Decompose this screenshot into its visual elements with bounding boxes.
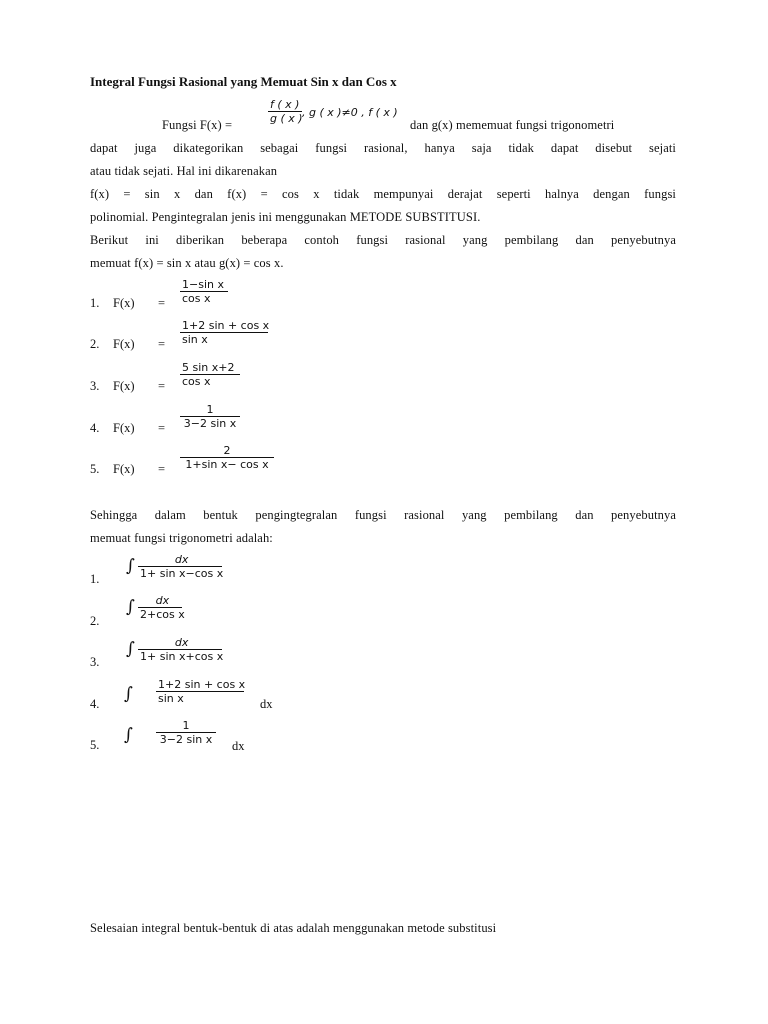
integral-number: 3. [90,655,100,669]
example-fraction [180,361,240,388]
integral-denominator: sin x [158,692,184,705]
intro-line-4: f(x) = sin x dan f(x) = cos x tidak mempunyai derajat seperti halnya dengan fungsi [90,187,676,201]
intro-after: dan g(x) mememuat fungsi trigonometri [410,118,615,132]
integral-fraction [156,678,247,705]
example-equals: = [158,462,166,476]
example-numerator: 1 [206,403,214,416]
integral-fraction [138,594,187,621]
example-equals: = [158,296,166,310]
example-number: 3. [90,379,100,393]
intro-fraction-denominator: g ( x ) [270,112,303,125]
integral-numerator: 1 [182,719,190,732]
integral-denominator: 2+cos x [140,608,185,621]
integral-fraction [138,553,225,580]
example-numerator: 5 sin x+2 [182,361,235,374]
example-equals: = [158,337,166,351]
example-label: F(x) [113,421,135,435]
intro-line-2: dapat juga dikategorikan sebagai fungsi rasional, hanya saja tidak dapat disebut sejati [90,141,676,155]
example-denominator: sin x [182,333,208,346]
integral-number: 5. [90,738,100,752]
example-numerator: 2 [223,444,231,457]
integral-numerator: dx [155,594,170,607]
integral-dx-suffix: dx [232,739,245,753]
closing-text: Selesaian integral bentuk-bentuk di atas adalah menggunakan metode substitusi [90,921,497,935]
intro-line-3: atau tidak sejati. Hal ini dikarenakan [90,164,278,178]
integral-numerator: dx [174,636,189,649]
integral-denominator: 1+ sin x−cos x [140,567,224,580]
intro-condition: , g ( x )≠0 , f ( x ) [302,106,398,119]
integral-number: 4. [90,697,100,711]
intro-fraction [268,98,305,125]
example-number: 2. [90,337,100,351]
integral-numerator: 1+2 sin + cos x [158,678,246,691]
integral-sign-icon: ∫ [124,725,133,745]
integral-sign-icon: ∫ [124,684,133,704]
integral-sign-icon: ∫ [126,556,135,576]
example-fraction [180,319,271,346]
example-label: F(x) [113,379,135,393]
integral-number: 2. [90,614,100,628]
example-denominator: 1+sin x− cos x [185,458,269,471]
para2-line-1: Sehingga dalam bentuk pengingtegralan fungsi rasional yang pembilang dan penyebutnya [90,508,676,522]
example-fraction [180,278,228,305]
example-denominator: cos x [182,375,211,388]
example-number: 1. [90,296,100,310]
integral-denominator: 1+ sin x+cos x [140,650,224,663]
intro-prefix: Fungsi F(x) = [162,118,233,132]
example-number: 5. [90,462,100,476]
example-denominator: cos x [182,292,211,305]
integral-dx-suffix: dx [260,697,273,711]
example-numerator: 1+2 sin + cos x [182,319,270,332]
intro-line-7: memuat f(x) = sin x atau g(x) = cos x. [90,256,284,270]
intro-fraction-numerator: f ( x ) [270,98,300,111]
integral-fraction [138,636,225,663]
intro-line-6: Berikut ini diberikan beberapa contoh fungsi rasional yang pembilang dan penyebutnya [90,233,676,247]
integral-sign-icon: ∫ [126,639,135,659]
example-equals: = [158,421,166,435]
example-number: 4. [90,421,100,435]
integral-numerator: dx [174,553,189,566]
integral-fraction [156,719,216,746]
example-fraction [180,444,274,471]
para2-line-2: memuat fungsi trigonometri adalah: [90,531,273,545]
integral-denominator: 3−2 sin x [159,733,213,746]
example-label: F(x) [113,296,135,310]
integral-sign-icon: ∫ [126,597,135,617]
integral-number: 1. [90,572,100,586]
example-denominator: 3−2 sin x [183,417,237,430]
example-equals: = [158,379,166,393]
intro-line-5: polinomial. Pengintegralan jenis ini menggunakan METODE SUBSTITUSI. [90,210,481,224]
example-fraction [180,403,240,430]
example-label: F(x) [113,337,135,351]
example-label: F(x) [113,462,135,476]
page-title: Integral Fungsi Rasional yang Memuat Sin x dan Cos x [90,74,397,89]
example-numerator: 1−sin x [182,278,224,291]
